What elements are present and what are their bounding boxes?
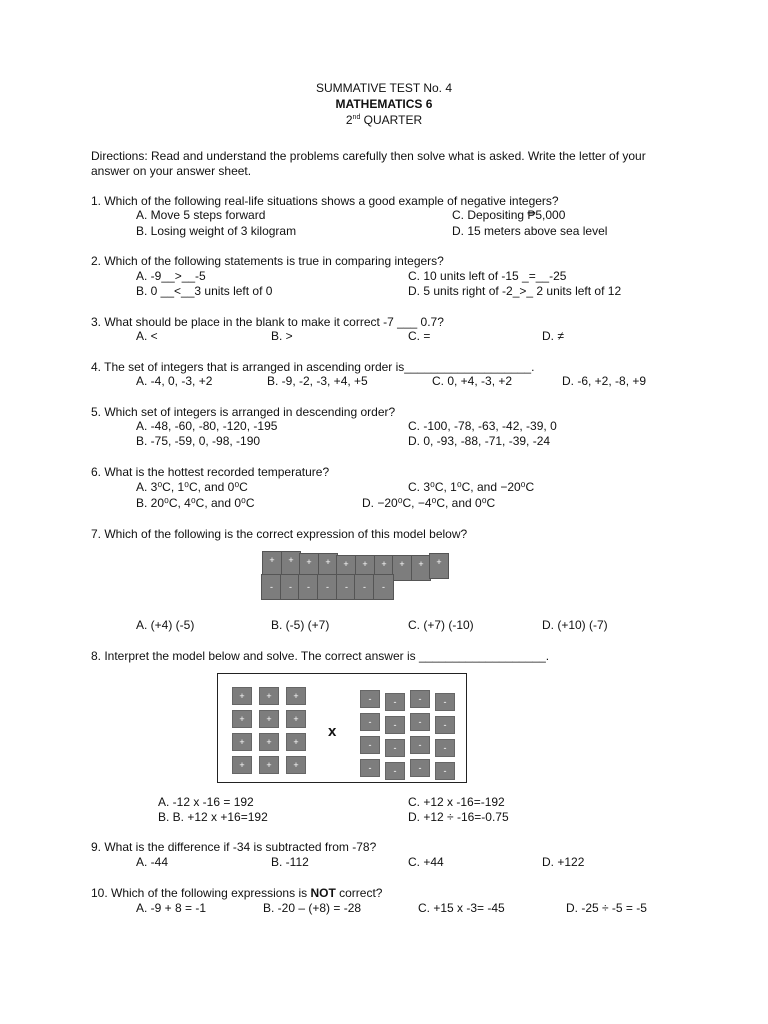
q8-negative-tile: - <box>410 690 430 708</box>
q1-option-a: A. Move 5 steps forward <box>136 208 266 222</box>
q1-option-d: D. 15 meters above sea level <box>452 224 608 238</box>
test-title: SUMMATIVE TEST No. 4 <box>315 81 453 95</box>
q5-stem: 5. Which set of integers is arranged in descending order? <box>91 405 396 419</box>
q7-positive-tile: + <box>355 555 375 581</box>
q8-negative-tile: - <box>410 713 430 731</box>
q5-option-a: A. -48, -60, -80, -120, -195 <box>136 419 278 433</box>
q8-positive-tile: + <box>286 710 306 728</box>
quarter-label: QUARTER <box>360 113 423 127</box>
q3-option-d: D. ≠ <box>542 329 564 343</box>
q7-positive-tile: + <box>374 555 394 581</box>
directions-line-1: Directions: Read and understand the problems carefully then solve what is asked. Write the letter of your <box>91 149 646 163</box>
q4-option-c: C. 0, +4, -3, +2 <box>432 374 513 388</box>
q2-option-d: D. 5 units right of -2_>_ 2 units left of 12 <box>408 284 622 298</box>
q7-negative-tile: - <box>261 574 282 600</box>
q1-stem: 1. Which of the following real-life situations shows a good example of negative integers? <box>91 194 559 208</box>
q8-positive-tile: + <box>232 756 252 774</box>
q8-positive-tile: + <box>232 733 252 751</box>
q7-negative-tile: - <box>354 574 375 600</box>
q10-stem-end: correct? <box>335 886 383 900</box>
q6-option-c: C. 3⁰C, 1⁰C, and −20⁰C <box>408 480 535 494</box>
q4-option-a: A. -4, 0, -3, +2 <box>136 374 213 388</box>
quarter-number: 2 <box>345 113 353 127</box>
q3-stem: 3. What should be place in the blank to make it correct -7 ___ 0.7? <box>91 315 444 329</box>
q9-option-c: C. +44 <box>408 855 444 869</box>
q8-option-d: D. +12 ÷ -16=-0.75 <box>408 810 509 824</box>
q8-positive-tile: + <box>259 756 279 774</box>
q7-negative-tile: - <box>336 574 357 600</box>
q7-positive-tile: + <box>299 553 319 579</box>
q5-option-d: D. 0, -93, -88, -71, -39, -24 <box>408 434 551 448</box>
q3-option-a: A. < <box>136 329 158 343</box>
quarter-suffix: nd <box>352 114 361 121</box>
q4-stem: 4. The set of integers that is arranged in ascending order is___________________. <box>91 360 535 374</box>
q2-stem: 2. Which of the following statements is true in comparing integers? <box>91 254 444 268</box>
q8-positive-tile: + <box>232 687 252 705</box>
q10-stem-start: 10. Which of the following expressions is <box>91 886 311 900</box>
subject-title: MATHEMATICS 6 <box>335 97 433 111</box>
q7-option-c: C. (+7) (-10) <box>408 618 474 632</box>
q8-negative-tile: - <box>435 762 455 780</box>
q2-option-a: A. -9__>__-5 <box>136 269 206 283</box>
q10-option-b: B. -20 – (+8) = -28 <box>263 901 362 915</box>
q7-positive-tile: + <box>411 555 431 581</box>
q7-positive-tile: + <box>336 555 356 581</box>
q1-option-b: B. Losing weight of 3 kilogram <box>136 224 297 238</box>
q8-negative-tile: - <box>435 716 455 734</box>
q8-positive-tile: + <box>232 710 252 728</box>
q8-negative-tile: - <box>410 759 430 777</box>
q7-positive-tile: + <box>262 551 282 577</box>
q7-option-d: D. (+10) (-7) <box>542 618 608 632</box>
q10-stem-emphasis: NOT <box>310 886 336 900</box>
q8-negative-tile: - <box>385 693 405 711</box>
q5-option-b: B. -75, -59, 0, -98, -190 <box>136 434 261 448</box>
q6-stem: 6. What is the hottest recorded temperature? <box>91 465 330 479</box>
q6-option-a: A. 3⁰C, 1⁰C, and 0⁰C <box>136 480 248 494</box>
q8-negative-tile: - <box>385 716 405 734</box>
q7-option-a: A. (+4) (-5) <box>136 618 195 632</box>
q4-option-d: D. -6, +2, -8, +9 <box>562 374 647 388</box>
q8-negative-tile: - <box>435 739 455 757</box>
q8-negative-tile: - <box>360 690 380 708</box>
q8-negative-tile: - <box>385 739 405 757</box>
directions-line-2: answer on your answer sheet. <box>91 164 252 178</box>
q8-positive-tile: + <box>259 733 279 751</box>
q10-option-d: D. -25 ÷ -5 = -5 <box>566 901 647 915</box>
q7-positive-tile: + <box>429 553 449 579</box>
q9-option-a: A. -44 <box>136 855 169 869</box>
q8-positive-tile: + <box>286 687 306 705</box>
q2-option-b: B. 0 __<__3 units left of 0 <box>136 284 273 298</box>
q7-stem: 7. Which of the following is the correct expression of this model below? <box>91 527 468 541</box>
q8-tile-model-box <box>217 673 467 783</box>
q8-times-sign: x <box>328 723 337 740</box>
q6-option-b: B. 20⁰C, 4⁰C, and 0⁰C <box>136 496 255 510</box>
q9-stem: 9. What is the difference if -34 is subtracted from -78? <box>91 840 377 854</box>
q8-option-b: B. B. +12 x +16=192 <box>158 810 268 824</box>
q8-option-a: A. -12 x -16 = 192 <box>158 795 254 809</box>
q7-negative-tile: - <box>373 574 394 600</box>
q8-negative-tile: - <box>360 713 380 731</box>
q6-option-d: D. −20⁰C, −4⁰C, and 0⁰C <box>362 496 496 510</box>
q8-negative-tile: - <box>360 736 380 754</box>
q8-positive-tile: + <box>286 733 306 751</box>
q3-option-c: C. = <box>408 329 431 343</box>
q8-positive-tile: + <box>286 756 306 774</box>
q7-positive-tile: + <box>281 551 301 577</box>
q7-positive-tile: + <box>318 553 338 579</box>
q2-option-c: C. 10 units left of -15 _=__-25 <box>408 269 567 283</box>
q1-option-c: C. Depositing ₱5,000 <box>452 208 566 222</box>
q7-negative-tile: - <box>298 574 319 600</box>
q10-option-a: A. -9 + 8 = -1 <box>136 901 207 915</box>
q4-option-b: B. -9, -2, -3, +4, +5 <box>267 374 368 388</box>
q9-option-b: B. -112 <box>271 855 309 869</box>
q8-stem: 8. Interpret the model below and solve. The correct answer is ___________________. <box>91 649 550 663</box>
q8-negative-tile: - <box>410 736 430 754</box>
q8-positive-tile: + <box>259 710 279 728</box>
q8-negative-tile: - <box>435 693 455 711</box>
q10-option-c: C. +15 x -3= -45 <box>418 901 505 915</box>
q8-negative-tile: - <box>385 762 405 780</box>
q7-positive-tile: + <box>392 555 412 581</box>
quarter-title <box>0 113 768 128</box>
q7-negative-tile: - <box>317 574 338 600</box>
q9-option-d: D. +122 <box>542 855 585 869</box>
q7-negative-tile: - <box>280 574 301 600</box>
q3-option-b: B. > <box>271 329 293 343</box>
q8-option-c: C. +12 x -16=-192 <box>408 795 505 809</box>
q5-option-c: C. -100, -78, -63, -42, -39, 0 <box>408 419 557 433</box>
q8-positive-tile: + <box>259 687 279 705</box>
q10-stem <box>91 886 382 901</box>
q7-option-b: B. (-5) (+7) <box>271 618 330 632</box>
q8-negative-tile: - <box>360 759 380 777</box>
